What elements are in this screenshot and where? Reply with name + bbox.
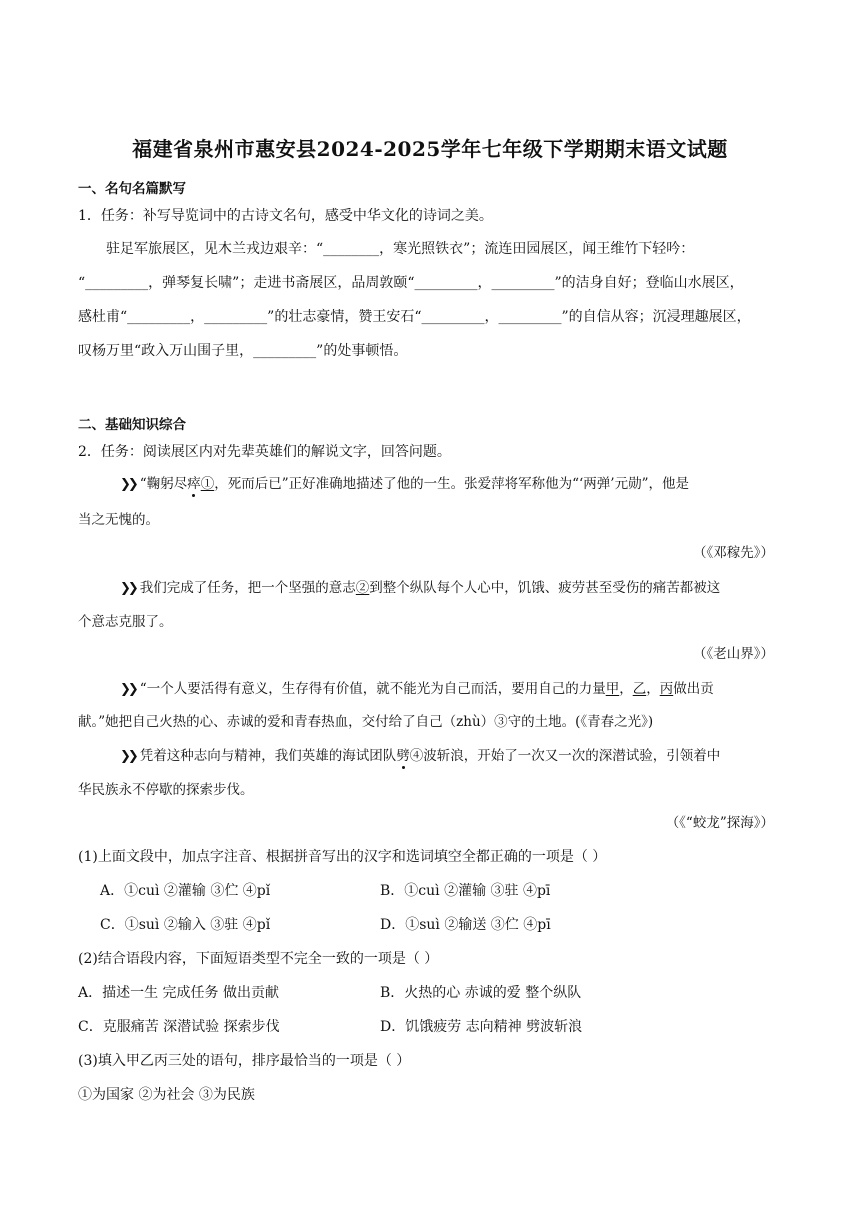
chevron-right-icon: ❯❯ [120, 682, 136, 697]
question-1-task: 1．任务：补写导览词中的古诗文名句，感受中华文化的诗词之美。 [78, 208, 493, 224]
option-d: D．①suì ②输送 ③伫 ④pī [380, 917, 551, 933]
dotted-char: 劈 [396, 748, 410, 764]
option-c: C．①suì ②输入 ③驻 ④pǐ [100, 917, 271, 933]
blank-2: ② [355, 580, 370, 596]
chevron-right-icon: ❯❯ [120, 477, 136, 492]
passage-4-source: （《“蛟龙”探海》） [665, 815, 774, 831]
passage-1-source: （《邓稼先》） [693, 545, 774, 561]
chevron-right-icon: ❯❯ [120, 581, 136, 596]
question-1-line-4: 叹杨万里“政入万山围子里，_________”的处事顿悟。 [78, 343, 408, 359]
option-d: D．饥饿疲劳 志向精神 劈波斩浪 [380, 1019, 583, 1035]
passage-4-line-2: 华民族永不停歇的探索步伐。 [78, 782, 254, 798]
section-heading-1: 一、名句名篇默写 [78, 181, 186, 197]
passage-2-line-2: 个意志克服了。 [78, 614, 173, 630]
chevron-right-icon: ❯❯ [120, 749, 136, 764]
question-2-3-items: ①为国家 ②为社会 ③为民族 [78, 1087, 255, 1103]
passage-2-source: （《老山界》） [693, 646, 774, 662]
option-c: C．克服痛苦 深潜试验 探索步伐 [78, 1019, 280, 1035]
option-a: A．①cuì ②灌输 ③伫 ④pǐ [100, 883, 271, 899]
dotted-char: 瘁 [187, 476, 201, 492]
passage-1-line-2: 当之无愧的。 [78, 512, 159, 528]
blank-jia: 甲 [605, 681, 620, 697]
option-a: A．描述一生 完成任务 做出贡献 [78, 985, 280, 1001]
blank-yi: 乙 [632, 681, 647, 697]
blank-bing: 丙 [659, 681, 674, 697]
question-2-task: 2．任务：阅读展区内对先辈英雄们的解说文字，回答问题。 [78, 444, 451, 460]
question-1-line-1: 驻足军旅展区，见木兰戎边艰辛：“________，寒光照铁衣”；流连田园展区，闻王维竹下轻吟： [106, 241, 695, 257]
passage-1-line-1: ❯❯ “鞠躬尽瘁①，死而后已”正好准确地描述了他的一生。张爱萍将军称他为“‘两弹’元勋”，他是 [120, 476, 689, 492]
question-2-2-stem: (2)结合语段内容，下面短语类型不完全一致的一项是（ ） [78, 951, 439, 967]
section-heading-2: 二、基础知识综合 [78, 417, 186, 433]
passage-3-line-2: 献。”她把自己火热的心、赤诚的爱和青春热血，交付给了自己（zhù）③守的土地。(《青春之光》) [78, 714, 654, 730]
blank-1: ① [200, 476, 215, 492]
passage-3-line-1: ❯❯ “一个人要活得有意义，生存得有价值，就不能光为自己而活，要用自己的力量甲，乙，丙做出贡 [120, 681, 714, 697]
question-1-line-3: 感杜甫“_________，_________”的壮志豪情，赞王安石“_________，_________”的自信从容；沉浸理趣展区， [78, 309, 751, 325]
option-b: B．①cuì ②灌输 ③驻 ④pī [380, 883, 551, 899]
question-1-line-2: “_________，弹琴复长啸”；走进书斋展区，品周敦颐“_________，_________”的洁身自好；登临山水展区， [78, 275, 744, 291]
passage-2-line-1: ❯❯ 我们完成了任务，把一个坚强的意志②到整个纵队每个人心中，饥饿、疲劳甚至受伤的痛苦都被这 [120, 580, 721, 596]
passage-4-line-1: ❯❯ 凭着这种志向与精神，我们英雄的海试团队劈④波斩浪，开始了一次又一次的深潜试验，引领着中 [120, 748, 721, 764]
option-b: B．火热的心 赤诚的爱 整个纵队 [380, 985, 582, 1001]
question-2-3-stem: (3)填入甲乙丙三处的语句，排序最恰当的一项是（ ） [78, 1053, 411, 1069]
page-title: 福建省泉州市惠安县2024-2025学年七年级下学期期末语文试题 [132, 137, 728, 161]
question-2-1-stem: (1)上面文段中，加点字注音、根据拼音写出的汉字和选词填空全都正确的一项是（ ） [78, 849, 607, 865]
